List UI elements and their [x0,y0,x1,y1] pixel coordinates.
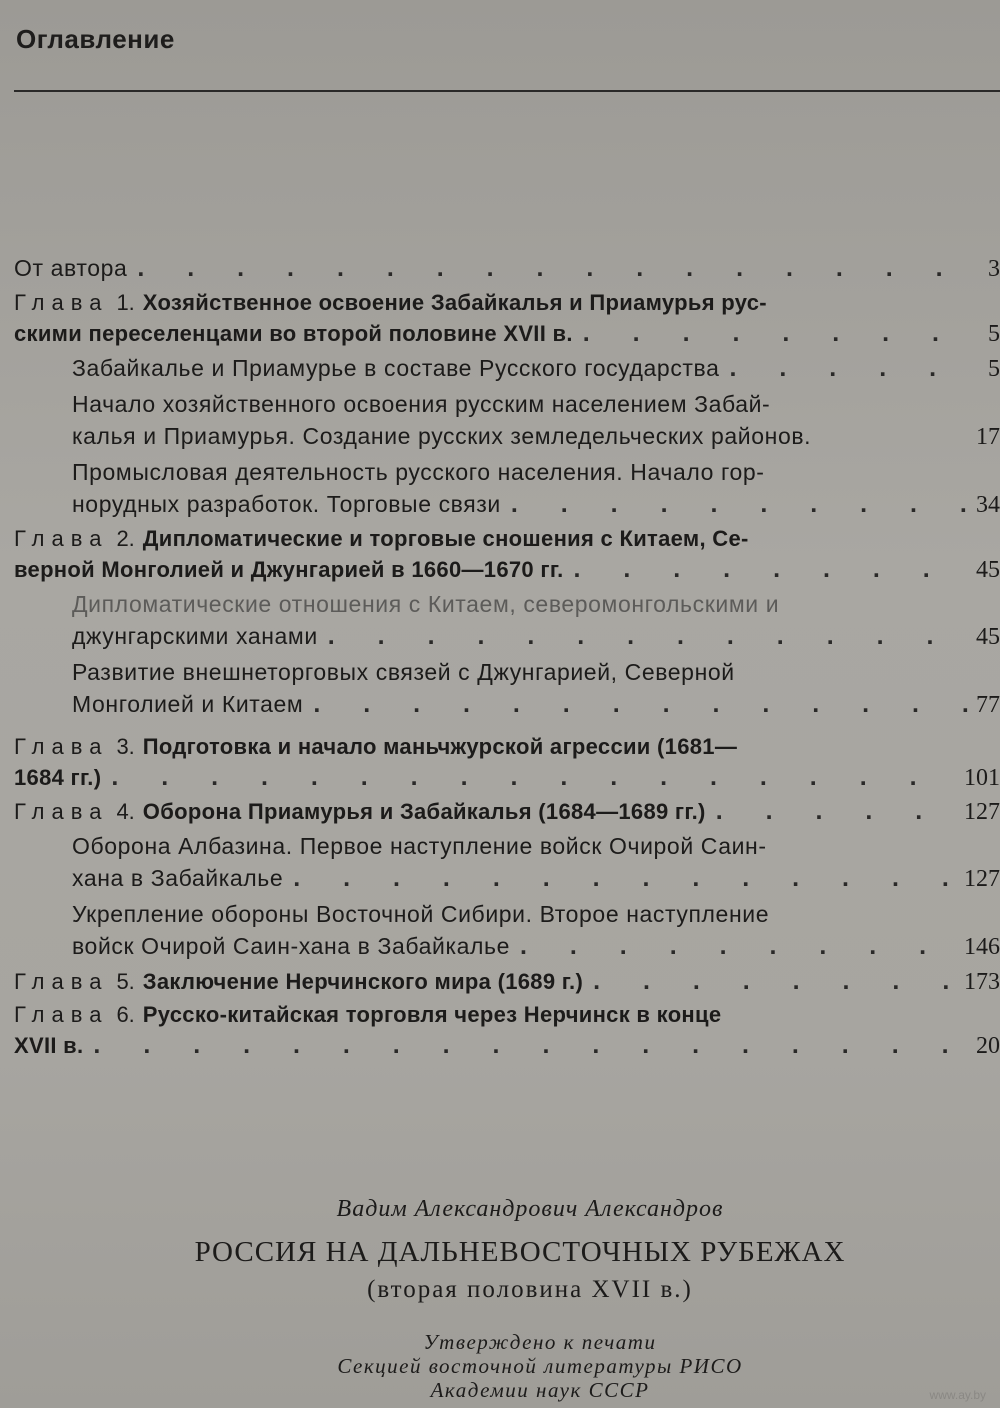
section-page: 127 [964,866,1000,892]
chapter-page: 5 [988,321,1000,347]
toc-intro-page: 3 [988,256,1000,282]
section-page: 17 [976,424,1000,450]
section-page: 146 [964,934,1000,960]
toc-intro-label: От автора [14,255,128,281]
leader-dots [564,554,969,584]
toc-section [14,830,1000,862]
site-watermark: www.ay.by [929,1388,986,1402]
chapter-title: Подготовка и начало маньчжурской агрессии (1681— [142,734,738,759]
table-of-contents [14,252,1000,1060]
chapter-prefix: Глава [14,1002,109,1027]
section-title: Развитие внешнеторговых связей с Джунгарией, Северной [72,659,735,685]
toc-entry-intro [14,252,1000,284]
toc-chapter-3 [14,732,1000,762]
chapter-number: 2. [116,526,135,551]
toc-section [14,588,1000,620]
toc-chapter-1-cont [14,318,1000,348]
section-title-cont: хана в Забайкалье [72,865,284,891]
leader-dots [501,488,968,520]
toc-section [14,656,1000,688]
section-page: 77 [976,692,1000,718]
leader-dots [283,862,956,894]
toc-chapter-3-cont [14,762,1000,792]
toc-section [14,352,1000,384]
approval-line: Академии наук СССР [430,1378,650,1402]
chapter-number: 5. [116,969,135,994]
chapter-title-cont: верной Монголией и Джунгарией в 1660—1670 гг. [14,557,564,582]
chapter-page: 101 [964,765,1000,791]
heading-rule [14,90,1000,92]
chapter-title: Оборона Приамурья и Забайкалья (1684—1689 гг.) [142,799,706,824]
chapter-title: Дипломатические и торговые сношения с Китаем, Се- [142,526,749,551]
chapter-number: 4. [116,799,135,824]
chapter-page: 127 [964,799,1000,825]
approval-line: Секцией восточной литературы РИСО [337,1354,743,1378]
section-title: Начало хозяйственного освоения русским населением Забай- [72,391,771,417]
leader-dots [706,796,956,826]
toc-chapter-5 [14,966,1000,996]
chapter-page: 173 [964,969,1000,995]
chapter-title: Русско-китайская торговля через Нерчинск в конце [142,1002,722,1027]
book-title: РОССИЯ НА ДАЛЬНЕВОСТОЧНЫХ РУБЕЖАХ [194,1236,846,1268]
chapter-title-cont: 1684 гг.) [14,765,102,790]
toc-chapter-6 [14,1000,1000,1030]
section-title: Забайкалье и Приамурье в составе Русского государства [72,355,720,381]
leader-dots [510,930,956,962]
toc-section-cont [14,688,1000,720]
toc-chapter-1 [14,288,1000,318]
chapter-prefix: Глава [14,734,109,759]
leader-dots [303,688,968,720]
leader-dots [127,252,980,284]
chapter-prefix: Глава [14,799,109,824]
section-title-cont: войск Очирой Саин-хана в Забайкалье [72,933,511,959]
chapter-title: Хозяйственное освоение Забайкалья и Приамурья рус- [142,290,767,315]
toc-section-cont [14,862,1000,894]
toc-section-cont [14,620,1000,652]
chapter-number: 6. [116,1002,135,1027]
toc-section [14,898,1000,930]
book-subtitle: (вторая половина XVII в.) [367,1276,693,1303]
book-author: Вадим Александрович Александров [336,1196,724,1222]
toc-section [14,388,1000,420]
leader-dots [720,352,980,384]
section-title-cont: норудных разработок. Торговые связи [72,491,501,517]
chapter-title-cont: скими переселенцами во второй половине XVII в. [14,321,573,346]
page-heading: Оглавление [16,24,175,54]
chapter-title: Заключение Нерчинского мира (1689 г.) [142,969,584,994]
toc-section-cont [14,930,1000,962]
chapter-prefix: Глава [14,526,109,551]
toc-section [14,456,1000,488]
section-title-cont: калья и Приамурья. Создание русских земледельческих районов. [72,423,812,449]
section-page: 45 [976,624,1000,650]
leader-dots [573,318,980,348]
chapter-title-cont: XVII в. [14,1033,84,1058]
leader-dots [583,966,956,996]
chapter-prefix: Глава [14,290,109,315]
section-title: Дипломатические отношения с Китаем, северомонгольскими и [72,591,780,617]
leader-dots [318,620,968,652]
toc-section-cont [14,420,1000,452]
section-title: Укрепление обороны Восточной Сибири. Второе наступление [72,901,770,927]
chapter-number: 3. [116,734,135,759]
toc-section-cont [14,488,1000,520]
toc-chapter-4 [14,796,1000,826]
toc-chapter-2-cont [14,554,1000,584]
leader-dots [83,1030,968,1060]
chapter-prefix: Глава [14,969,109,994]
section-page: 5 [988,356,1000,382]
toc-chapter-6-cont [14,1030,1000,1060]
toc-chapter-2 [14,524,1000,554]
section-title-cont: Монголией и Китаем [72,691,304,717]
section-page: 34 [976,492,1000,518]
section-title-cont: джунгарскими ханами [72,623,318,649]
chapter-page: 20 [976,1033,1000,1059]
leader-dots [101,762,956,792]
section-title: Промысловая деятельность русского населения. Начало гор- [72,459,765,485]
chapter-number: 1. [116,290,135,315]
chapter-page: 45 [976,557,1000,583]
approval-line: Утверждено к печати [423,1330,657,1354]
section-title: Оборона Албазина. Первое наступление войск Очирой Саин- [72,833,767,859]
